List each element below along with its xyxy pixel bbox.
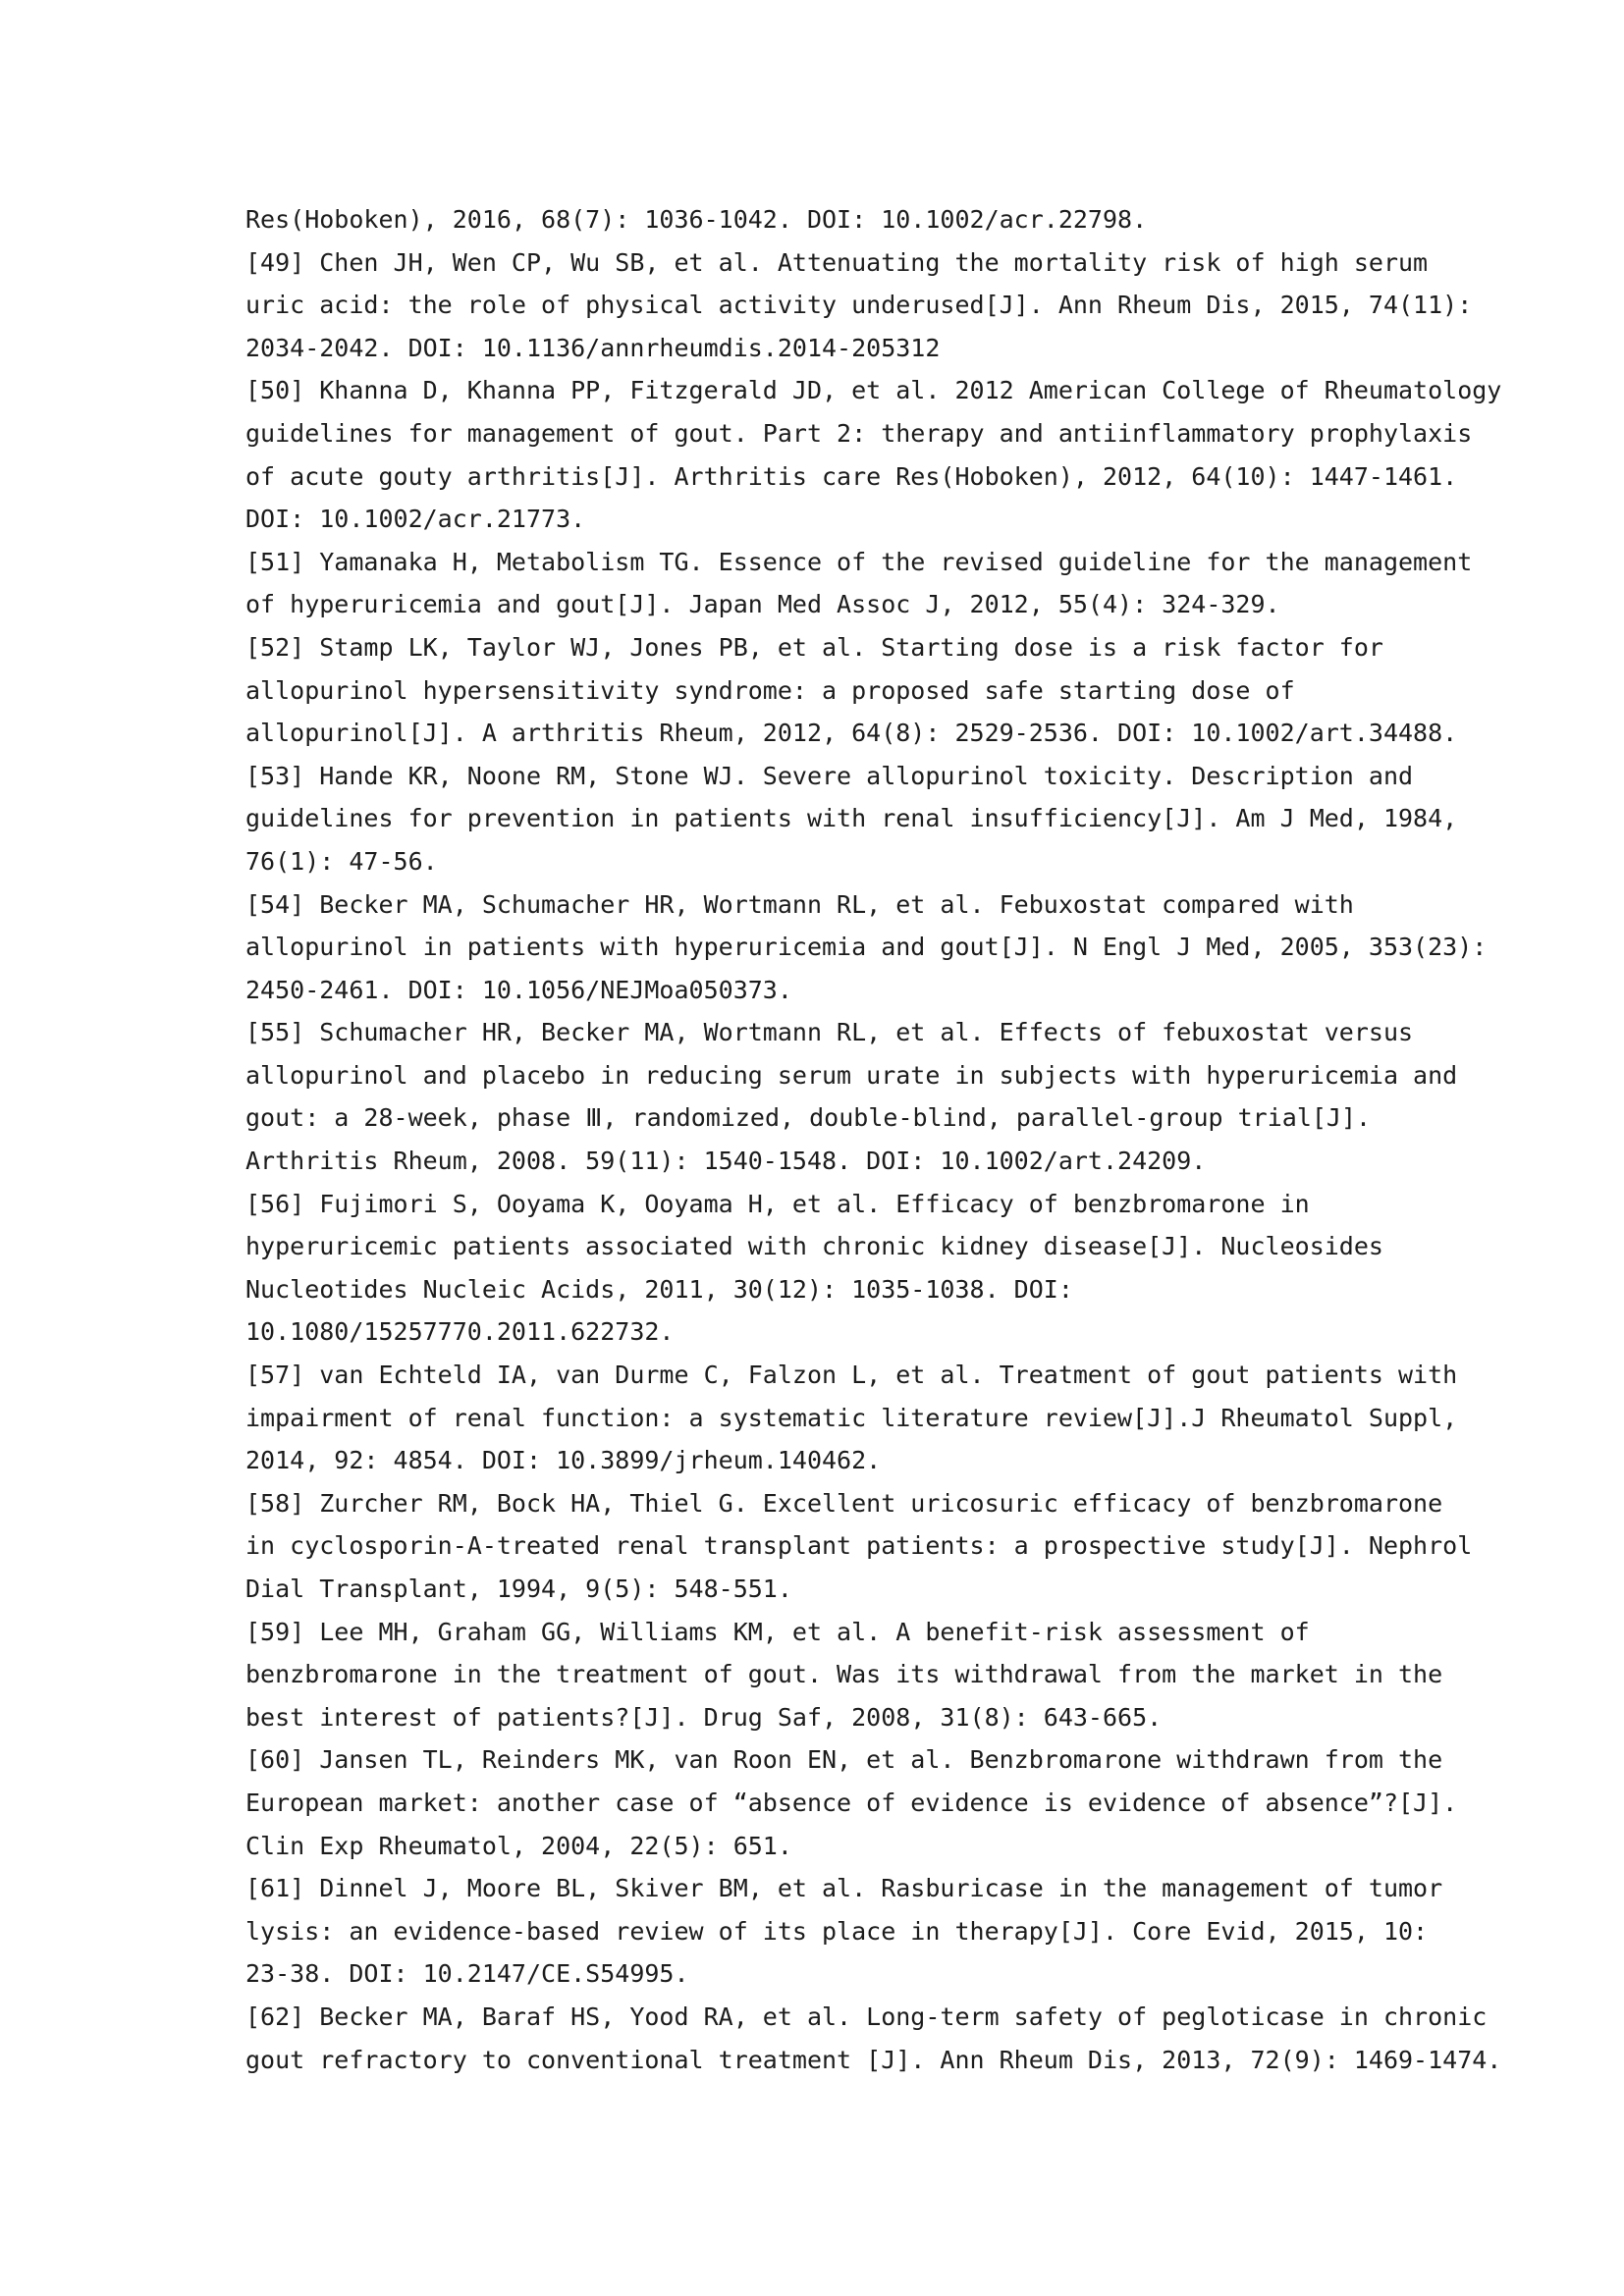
reference-line: gout: a 28-week, phase Ⅲ, randomized, double-blind, parallel-group trial[J]. <box>245 1103 1372 1133</box>
reference-line: Res(Hoboken), 2016, 68(7): 1036-1042. DOI: 10.1002/acr.22798. <box>245 205 1148 234</box>
reference-line: [53] Hande KR, Noone RM, Stone WJ. Severe allopurinol toxicity. Description and <box>245 761 1414 790</box>
reference-line: [59] Lee MH, Graham GG, Williams KM, et al. A benefit-risk assessment of <box>245 1617 1310 1646</box>
reference-line: DOI: 10.1002/acr.21773. <box>245 505 586 534</box>
reference-line: [56] Fujimori S, Ooyama K, Ooyama H, et al. Efficacy of benzbromarone in <box>245 1189 1310 1218</box>
reference-line: Nucleotides Nucleic Acids, 2011, 30(12): 1035-1038. DOI: <box>245 1274 1073 1304</box>
reference-line: guidelines for management of gout. Part 2: therapy and antiinflammatory prophylaxis <box>245 418 1473 448</box>
reference-line: [55] Schumacher HR, Becker MA, Wortmann RL, et al. Effects of febuxostat versus <box>245 1018 1414 1047</box>
reference-line: [50] Khanna D, Khanna PP, Fitzgerald JD, et al. 2012 American College of Rheumatology <box>245 376 1502 405</box>
reference-list <box>245 198 1502 2081</box>
reference-line: of hyperuricemia and gout[J]. Japan Med Assoc J, 2012, 55(4): 324-329. <box>245 590 1280 619</box>
reference-line: uric acid: the role of physical activity underused[J]. Ann Rheum Dis, 2015, 74(11): <box>245 291 1473 320</box>
reference-line: [52] Stamp LK, Taylor WJ, Jones PB, et al. Starting dose is a risk factor for <box>245 632 1383 662</box>
reference-line: 2034-2042. DOI: 10.1136/annrheumdis.2014-205312 <box>245 333 941 362</box>
reference-line: allopurinol hypersensitivity syndrome: a proposed safe starting dose of <box>245 675 1295 705</box>
reference-line: [57] van Echteld IA, van Durme C, Falzon L, et al. Treatment of gout patients with <box>245 1361 1458 1390</box>
reference-line: best interest of patients?[J]. Drug Saf, 2008, 31(8): 643-665. <box>245 1702 1163 1732</box>
reference-line: Clin Exp Rheumatol, 2004, 22(5): 651. <box>245 1831 792 1860</box>
reference-line: in cyclosporin-A-treated renal transplant patients: a prospective study[J]. Nephrol <box>245 1531 1473 1561</box>
reference-line: [54] Becker MA, Schumacher HR, Wortmann RL, et al. Febuxostat compared with <box>245 889 1354 919</box>
reference-line: [51] Yamanaka H, Metabolism TG. Essence of the revised guideline for the management <box>245 547 1473 576</box>
reference-line: 2014, 92: 4854. DOI: 10.3899/jrheum.140462. <box>245 1446 882 1475</box>
reference-line: European market: another case of “absence of evidence is evidence of absence”?[J]. <box>245 1788 1458 1817</box>
reference-line: 2450-2461. DOI: 10.1056/NEJMoa050373. <box>245 975 792 1004</box>
reference-line: [60] Jansen TL, Reinders MK, van Roon EN, et al. Benzbromarone withdrawn from the <box>245 1745 1443 1775</box>
reference-line: gout refractory to conventional treatment [J]. Ann Rheum Dis, 2013, 72(9): 1469-1474. <box>245 2045 1502 2074</box>
reference-line: [58] Zurcher RM, Bock HA, Thiel G. Excellent uricosuric efficacy of benzbromarone <box>245 1488 1443 1518</box>
reference-line: 10.1080/15257770.2011.622732. <box>245 1317 675 1347</box>
reference-line: allopurinol and placebo in reducing serum urate in subjects with hyperuricemia and <box>245 1060 1458 1090</box>
reference-line: [61] Dinnel J, Moore BL, Skiver BM, et al. Rasburicase in the management of tumor <box>245 1874 1443 1903</box>
reference-line: allopurinol in patients with hyperuricemia and gout[J]. N Engl J Med, 2005, 353(23): <box>245 933 1488 962</box>
reference-line: lysis: an evidence-based review of its place in therapy[J]. Core Evid, 2015, 10: <box>245 1916 1429 1946</box>
reference-line: allopurinol[J]. A arthritis Rheum, 2012, 64(8): 2529-2536. DOI: 10.1002/art.34488. <box>245 719 1458 748</box>
reference-line: impairment of renal function: a systematic literature review[J].J Rheumatol Suppl, <box>245 1403 1458 1432</box>
reference-line: benzbromarone in the treatment of gout. Was its withdrawal from the market in the <box>245 1660 1443 1689</box>
reference-line: Dial Transplant, 1994, 9(5): 548-551. <box>245 1575 792 1603</box>
reference-line: of acute gouty arthritis[J]. Arthritis care Res(Hoboken), 2012, 64(10): 1447-1461. <box>245 461 1458 491</box>
reference-line: guidelines for prevention in patients with renal insufficiency[J]. Am J Med, 1984, <box>245 804 1458 833</box>
reference-line: [49] Chen JH, Wen CP, Wu SB, et al. Attenuating the mortality risk of high serum <box>245 247 1429 277</box>
reference-line: hyperuricemic patients associated with chronic kidney disease[J]. Nucleosides <box>245 1232 1383 1261</box>
reference-line: [62] Becker MA, Baraf HS, Yood RA, et al. Long-term safety of pegloticase in chronic <box>245 2002 1488 2031</box>
reference-line: 76(1): 47-56. <box>245 846 438 876</box>
reference-line: Arthritis Rheum, 2008. 59(11): 1540-1548. DOI: 10.1002/art.24209. <box>245 1147 1207 1176</box>
reference-line: 23-38. DOI: 10.2147/CE.S54995. <box>245 1959 689 1989</box>
